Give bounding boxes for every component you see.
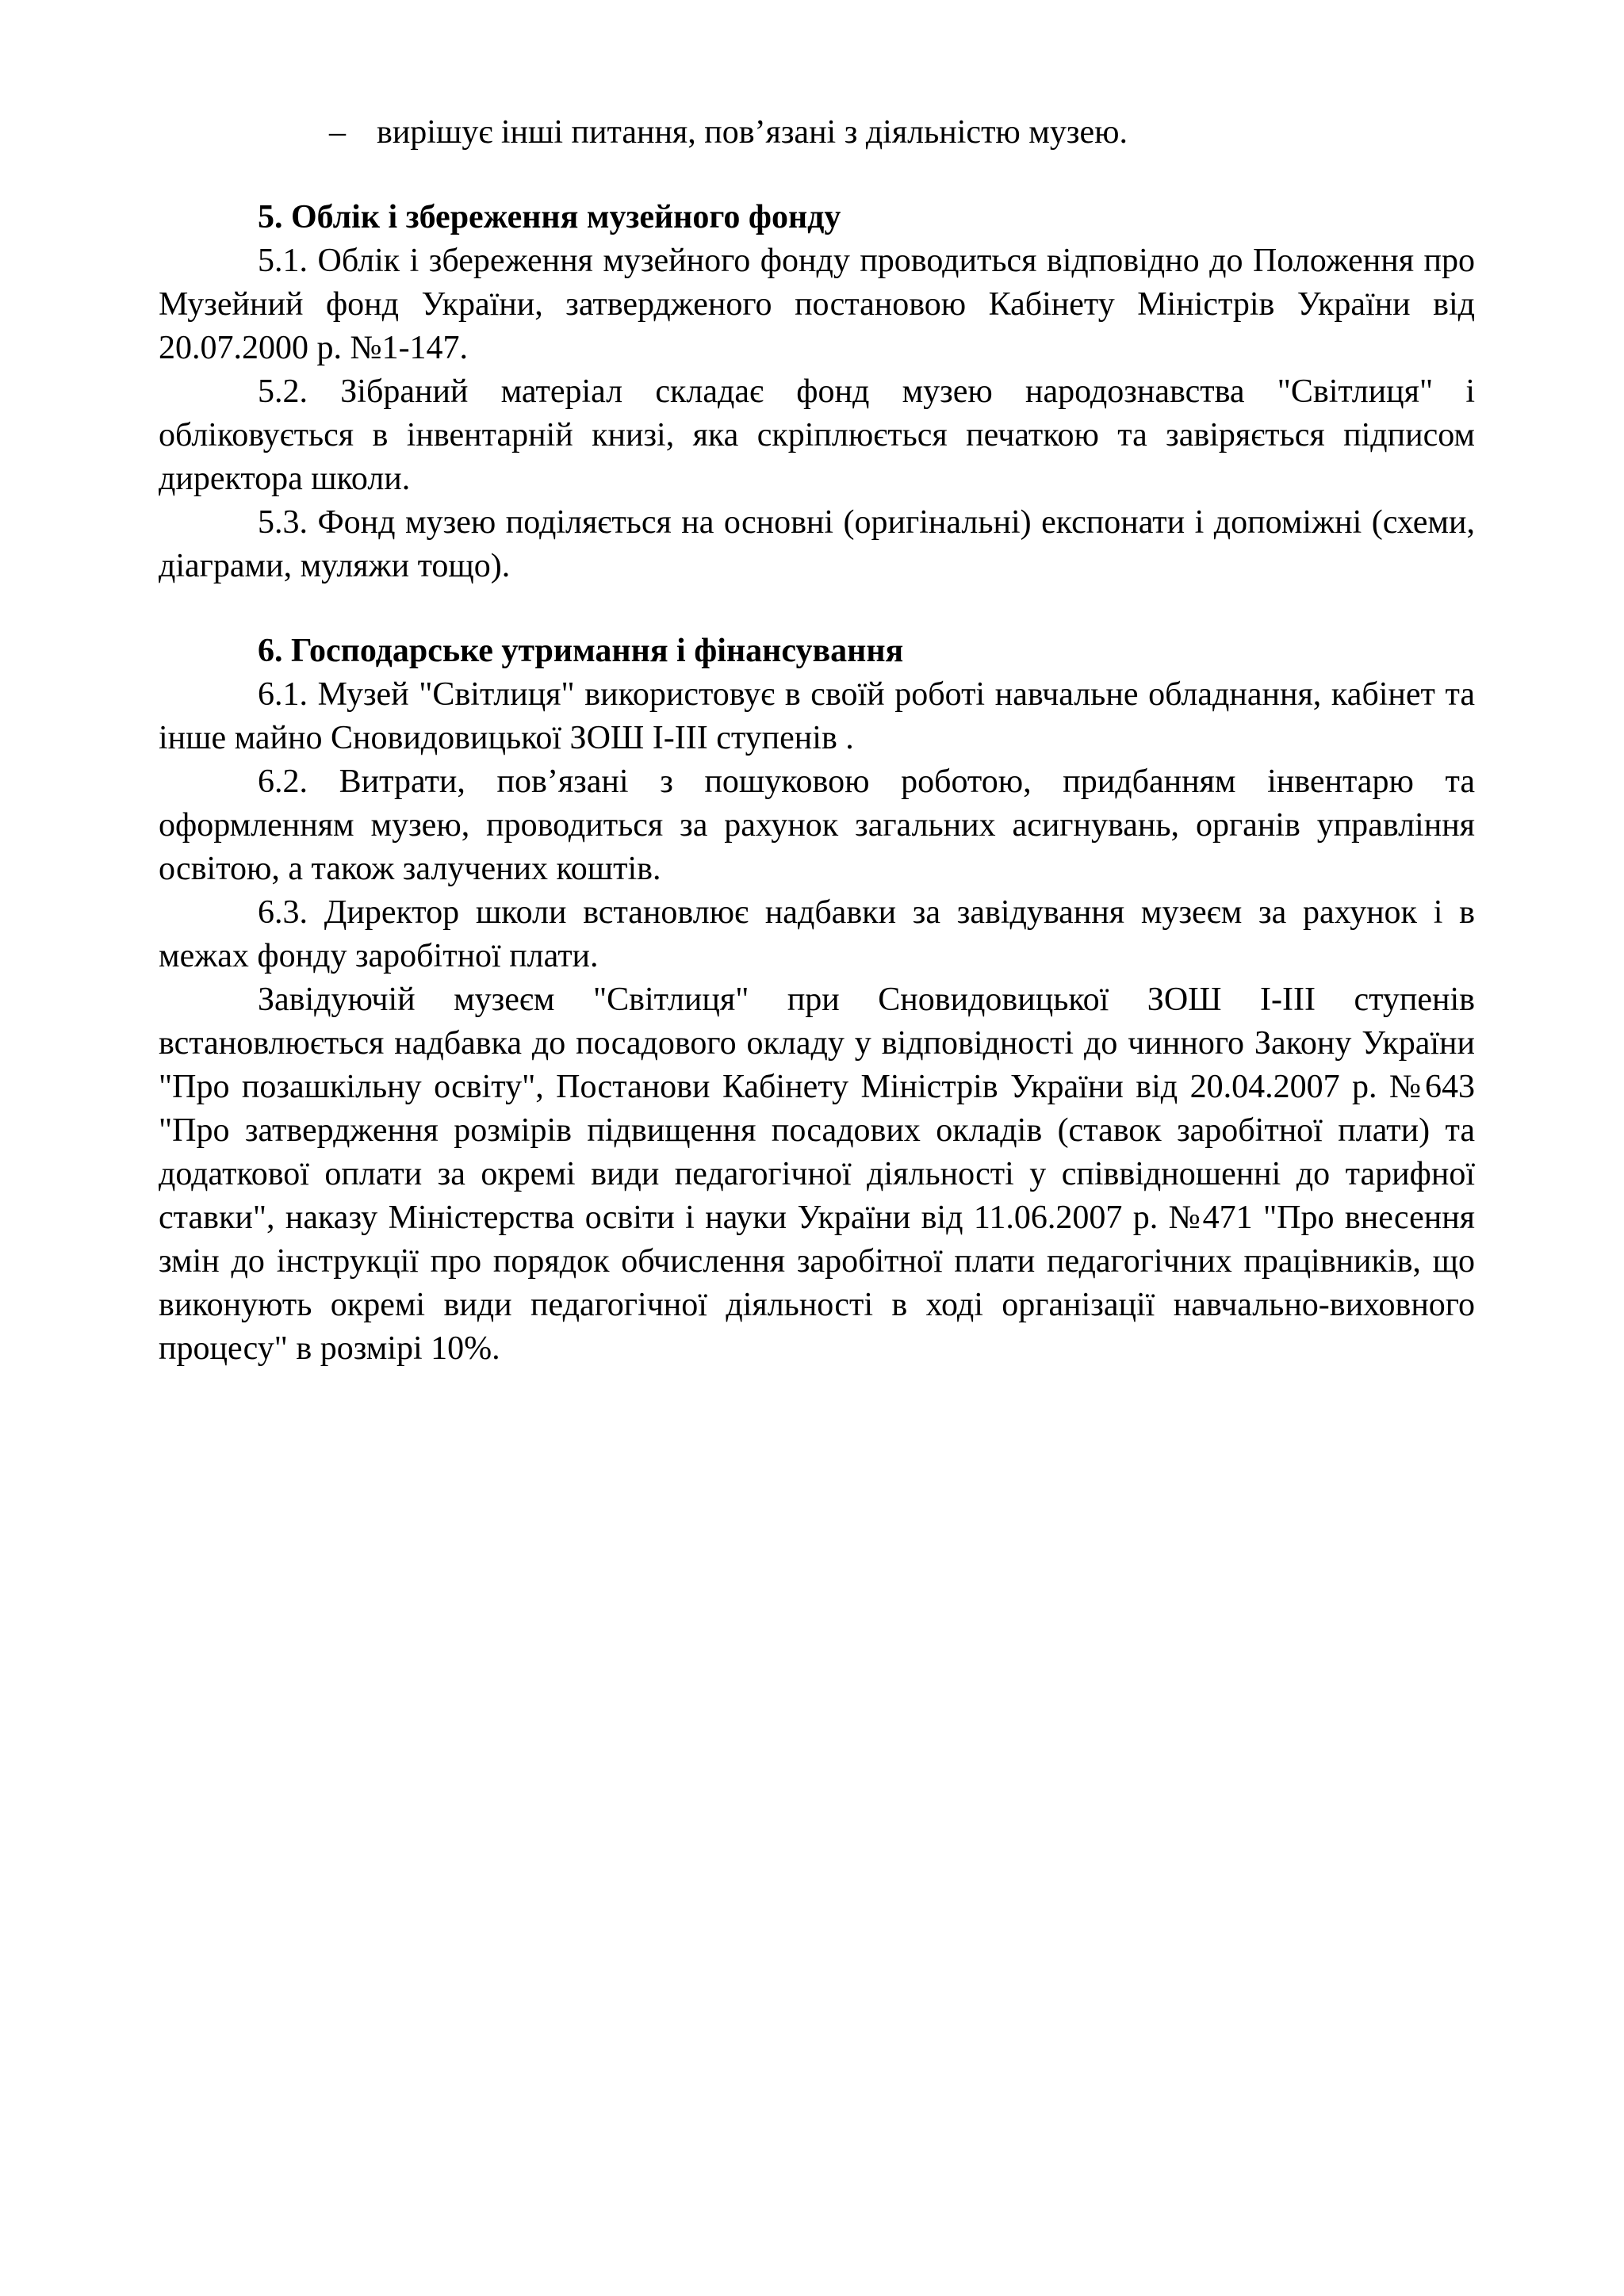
paragraph-6-3: 6.3. Директор школи встановлює надбавки за завідування музеєм за рахунок і в межах фонду заробітної плати.: [159, 894, 1475, 974]
bullet-dash: –: [329, 114, 346, 151]
document-page: [159, 111, 1475, 1371]
section-6: [159, 629, 1475, 1371]
section-5: [159, 196, 1475, 588]
bullet-item: [159, 111, 1475, 155]
section-5-heading: 5. Облік і збереження музейного фонду: [258, 199, 841, 235]
section-6-heading: 6. Господарське утримання і фінансування: [258, 633, 904, 669]
paragraph-6-2: 6.2. Витрати, пов’язані з пошуковою роботою, придбанням інвентарю та оформленням музею, проводиться за рахунок загальних асигнувань, органів управління освітою, а також залучених коштів.: [159, 763, 1475, 887]
paragraph-5-3: 5.3. Фонд музею поділяється на основні (оригінальні) експонати і допоміжні (схеми, діаграми, муляжи тощо).: [159, 504, 1475, 584]
paragraph-6-1: 6.1. Музей "Світлиця" використовує в своїй роботі навчальне обладнання, кабінет та інше майно Сновидовицької ЗОШ І-ІІІ ступенів .: [159, 676, 1475, 756]
paragraph-6-allowance: Завідуючій музеєм "Світлиця" при Сновидовицької ЗОШ І-ІІІ ступенів встановлюється надбавка до посадового окладу у відповідності до чинного Закону України "Про позашкільну освіту", Постанови Кабінету Міністрів України від 20.04.2007 р. №643 "Про затвердження розмірів підвищення посадових окладів (ставок заробітної плати) та додаткової оплати за окремі види педагогічної діяльності у співвідношенні до тарифної ставки", наказу Міністерства освіти і науки України від 11.06.2007 р. №471 "Про внесення змін до інструкції про порядок обчислення заробітної плати педагогічних працівників, що виконують окремі види педагогічної діяльності в ході організації навчально-виховного процесу" в розмірі 10%.: [159, 982, 1475, 1367]
paragraph-5-1: 5.1. Облік і збереження музейного фонду проводиться відповідно до Положення про Музейний фонд України, затвердженого постановою Кабінету Міністрів України від 20.07.2000 р. №1-147.: [159, 243, 1475, 366]
bullet-text: вирішує інші питання, пов’язані з діяльністю музею.: [377, 114, 1128, 151]
paragraph-5-2: 5.2. Зібраний матеріал складає фонд музею народознавства "Світлиця" і обліковується в інвентарній книзі, яка скріплюється печаткою та завіряється підписом директора школи.: [159, 373, 1475, 497]
